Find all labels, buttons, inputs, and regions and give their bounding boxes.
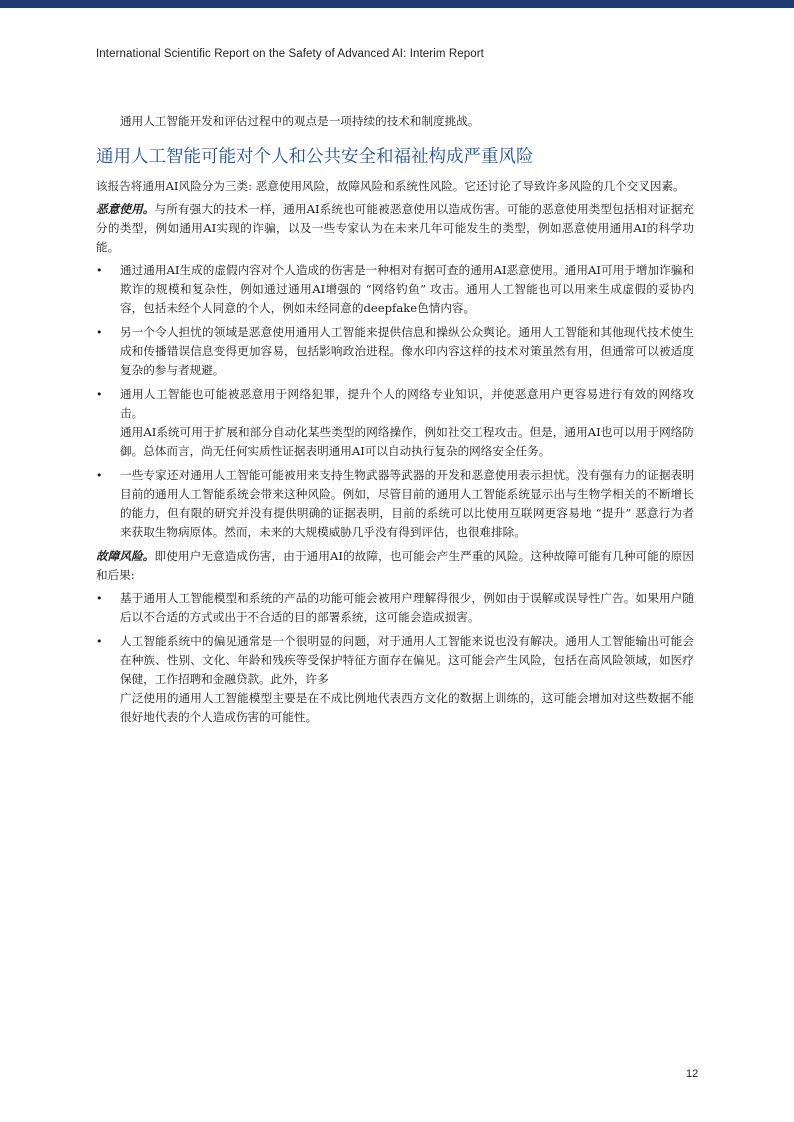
bullet-icon: • xyxy=(96,388,103,401)
list-item-text: 通过通用AI生成的虚假内容对个人造成的伤害是一种相对有据可查的通用AI恶意使用。通用AI可用于增加诈骗和欺诈的规模和复杂性，例如通过通用AI增强的 “网络钓鱼” 攻击。通用人工智能也可以用来生成虚假的妥协内容，包括未经个人同意的个人，例如未经同意的deepfake色情内容。 xyxy=(120,263,694,315)
list-item xyxy=(96,385,694,461)
malicious-use-term: 恶意使用。 xyxy=(96,202,155,216)
malfunction-paragraph xyxy=(96,547,694,585)
bullet-icon: • xyxy=(96,264,103,277)
list-item xyxy=(96,261,694,318)
malicious-use-text: 与所有强大的技术一样，通用AI系统也可能被恶意使用以造成伤害。可能的恶意使用类型包括相对证据充分的类型，例如通用AI实现的诈骗，以及一些专家认为在未来几年可能发生的类型，例如恶意使用通用AI的科学功能。 xyxy=(96,202,694,254)
list-item-text: 基于通用人工智能模型和系统的产品的功能可能会被用户理解得很少，例如由于误解或误导性广告。如果用户随后以不合适的方式或出于不合适的目的部署系统，这可能会造成损害。 xyxy=(120,591,694,624)
list-item-continuation: 通用AI系统可用于扩展和部分自动化某些类型的网络操作，例如社交工程攻击。但是，通用AI也可以用于网络防御。总体而言，尚无任何实质性证据表明通用AI可以自动执行复杂的网络安全任务。 xyxy=(120,425,694,458)
list-item xyxy=(96,589,694,627)
malfunction-text: 即使用户无意造成伤害，由于通用AI的故障，也可能会产生严重的风险。这种故障可能有几种可能的原因和后果: xyxy=(96,549,694,582)
page-content xyxy=(96,112,694,732)
malfunction-list xyxy=(96,589,694,727)
lead-line: 通用人工智能开发和评估过程中的观点是一项持续的技术和制度挑战。 xyxy=(120,114,480,128)
page-number: 12 xyxy=(686,1068,699,1080)
list-item-continuation: 广泛使用的通用人工智能模型主要是在不成比例地代表西方文化的数据上训练的，这可能会增加对这些数据不能很好地代表的个人造成伤害的可能性。 xyxy=(120,691,694,724)
list-item xyxy=(96,323,694,380)
list-item xyxy=(96,632,694,727)
section-title: 通用人工智能可能对个人和公共安全和福祉构成严重风险 xyxy=(96,147,534,167)
list-item-text: 另一个令人担忧的领域是恶意使用通用人工智能来提供信息和操纵公众舆论。通用人工智能和其他现代技术使生成和传播错误信息变得更加容易，包括影响政治进程。像水印内容这样的技术对策虽然有用，但通常可以被适度复杂的参与者规避。 xyxy=(120,325,694,377)
list-item-text: 人工智能系统中的偏见通常是一个很明显的问题，对于通用人工智能来说也没有解决。通用人工智能输出可能会在种族、性别、文化、年龄和残疾等受保护特征方面存在偏见。这可能会产生风险，包括在高风险领域，如医疗保健，工作招聘和金融贷款。此外，许多 xyxy=(120,634,694,686)
malicious-use-paragraph xyxy=(96,200,694,257)
malfunction-term: 故障风险。 xyxy=(96,549,155,563)
bullet-icon: • xyxy=(96,469,103,482)
section-intro: 该报告将通用AI风险分为三类: 恶意使用风险，故障风险和系统性风险。它还讨论了导致许多风险的几个交叉因素。 xyxy=(96,179,685,193)
bullet-icon: • xyxy=(96,635,103,648)
list-item xyxy=(96,466,694,542)
malicious-use-list xyxy=(96,261,694,542)
top-accent-bar xyxy=(0,0,794,8)
list-item-text: 一些专家还对通用人工智能可能被用来支持生物武器等武器的开发和恶意使用表示担忧。没有强有力的证据表明目前的通用人工智能系统会带来这种风险。例如，尽管目前的通用人工智能系统显示出与生物学相关的不断增长的能力，但有限的研究并没有提供明确的证据表明，目前的系统可以比使用互联网更容易地 “提升” 恶意行为者来获取生物病原体。然而，未来的大规模威胁几乎没有得到评估，也很难排除。 xyxy=(120,468,694,539)
list-item-text: 通用人工智能也可能被恶意用于网络犯罪，提升个人的网络专业知识，并使恶意用户更容易进行有效的网络攻击。 xyxy=(120,387,694,420)
running-header: International Scientific Report on the Safety of Advanced AI: Interim Report xyxy=(96,48,484,60)
bullet-icon: • xyxy=(96,326,103,339)
bullet-icon: • xyxy=(96,592,103,605)
